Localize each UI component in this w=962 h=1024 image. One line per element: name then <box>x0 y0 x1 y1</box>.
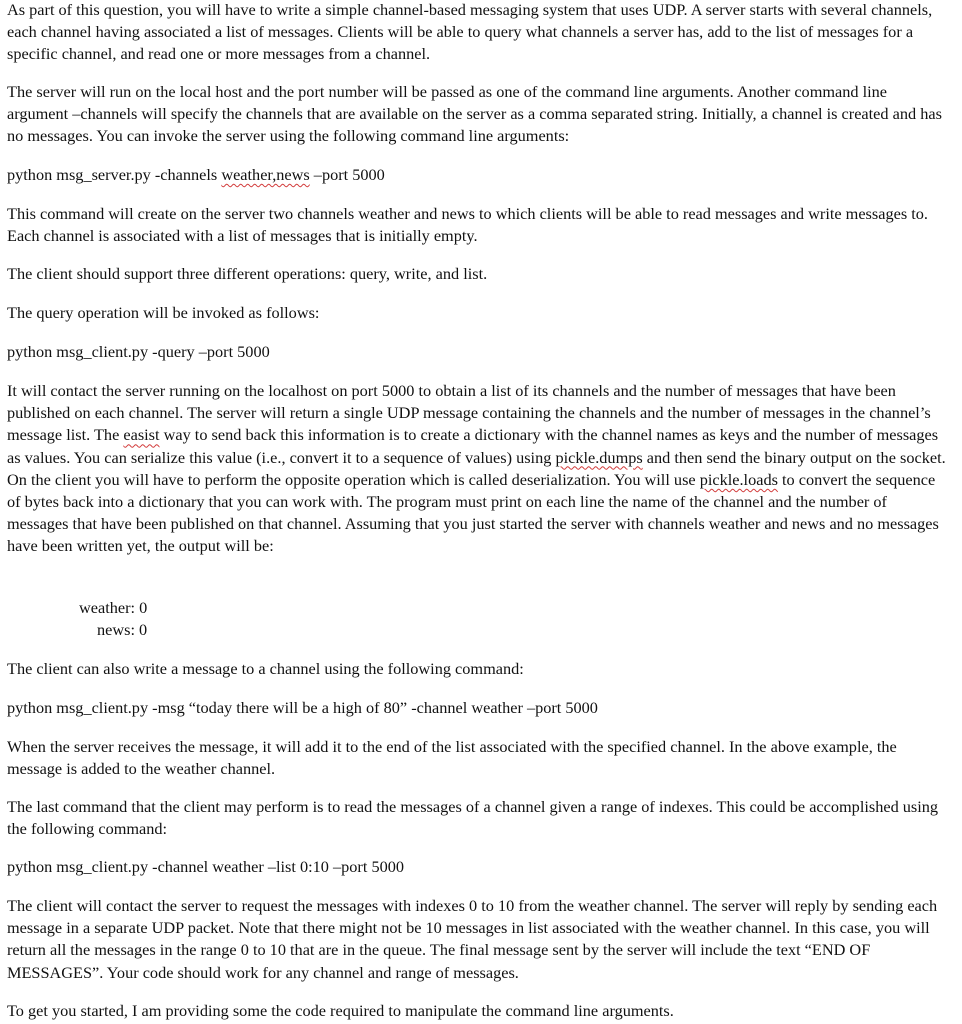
query-text-pickle-loads: pickle.loads <box>699 469 778 489</box>
output-line-news: news: 0 <box>97 620 148 639</box>
server-command-channels: weather,news <box>221 165 310 184</box>
operations-paragraph: The client should support three different operations: query, write, and list. <box>7 264 488 283</box>
query-text-easist: easist <box>123 425 160 445</box>
server-command-part2: –port 5000 <box>309 165 385 184</box>
query-intro-paragraph: The query operation will be invoked as follows: <box>7 303 320 322</box>
query-text-3: and then send the binary output on the socket. On the client you will have to perform the opposite operation which is called deserialization. You will use <box>7 447 946 489</box>
channels-explanation-paragraph: This command will create on the server two channels weather and news to which clients will be able to read messages and write messages to. Each channel is associated with a list of messages that is initially empty. <box>7 204 928 246</box>
list-explanation-paragraph: The client will contact the server to request the messages with indexes 0 to 10 from the weather channel. The server will reply by sending each message in a separate UDP packet. Note that there might not be 10 messages in list associated with the weather channel. In this case, you will return all the messages in the range 0 to 10 that are in the queue. The final message sent by the server will include the text “END OF MESSAGES”. Your code should work for any channel and range of messages. <box>7 896 938 982</box>
server-command-part1: python msg_server.py -channels <box>7 165 222 184</box>
closing-paragraph: To get you started, I am providing some the code required to manipulate the command line arguments. <box>7 1001 674 1020</box>
server-command <box>7 164 952 186</box>
intro-paragraph: As part of this question, you will have to write a simple channel-based messaging system that uses UDP. A server starts with several channels, each channel having associated a list of messages. Clients will be able to query what channels a server has, add to the list of messages for a specific channel, and read one or more messages from a channel. <box>7 0 933 64</box>
write-command: python msg_client.py -msg “today there will be a high of 80” -channel weather –port 5000 <box>7 698 598 717</box>
query-text-pickle-dumps: pickle.dumps <box>555 447 643 467</box>
query-text-4: to convert the sequence of bytes back into a dictionary that you can work with. The program must print on each line the name of the channel and the number of messages that have been published on that channel. Assuming that you just started the server with channels weather and news and no messages have been written yet, the output will be: <box>7 469 939 556</box>
query-text-1: It will contact the server running on the localhost on port 5000 to obtain a list of its channels and the number of messages that have been published on each channel. The server will return a single UDP message containing the channels and the number of messages in the channel’s message list. The <box>7 381 931 445</box>
write-intro-paragraph: The client can also write a message to a channel using the following command: <box>7 659 524 678</box>
write-explanation-paragraph: When the server receives the message, it will add it to the end of the list associated with the specified channel. In the above example, the message is added to the weather channel. <box>7 737 897 779</box>
list-intro-paragraph: The last command that the client may perform is to read the messages of a channel given a range of indexes. This could be accomplished using the following command: <box>7 797 939 839</box>
list-command: python msg_client.py -channel weather –list 0:10 –port 5000 <box>7 857 405 876</box>
query-explanation-paragraph <box>7 380 952 558</box>
query-command: python msg_client.py -query –port 5000 <box>7 342 270 361</box>
output-line-weather: weather: 0 <box>79 598 148 617</box>
server-description-paragraph: The server will run on the local host and the port number will be passed as one of the command line arguments. Another command line argument –channels will specify the channels that are available on the server as a comma separated string. Initially, a channel is created and has no messages. You can invoke the server using the following command line arguments: <box>7 82 942 146</box>
query-text-2: way to send back this information is to create a dictionary with the channel names as keys and the number of messages as values. You can serialize this value (i.e., convert it to a sequence of values) using <box>7 425 939 467</box>
